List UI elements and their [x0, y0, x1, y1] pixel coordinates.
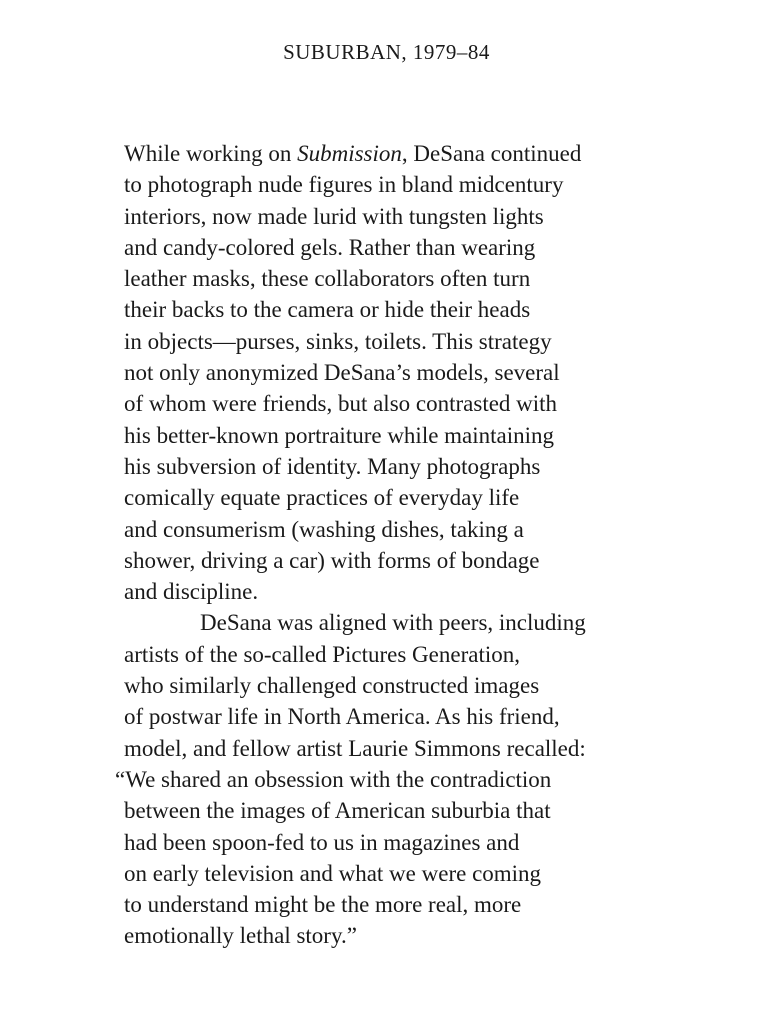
text-line: of postwar life in North America. As his friend,: [124, 704, 560, 730]
text-line: and discipline.: [124, 579, 259, 605]
body-text: [115, 138, 684, 952]
text-line: his better-known portraiture while maintaining: [124, 422, 555, 448]
quote-line: between the images of American suburbia that: [124, 798, 551, 824]
italic-title: Submission: [297, 141, 402, 166]
quote-line: to understand might be the more real, more: [124, 892, 522, 918]
text-line: model, and fellow artist Laurie Simmons recalled:: [124, 735, 586, 761]
text-line: of whom were friends, but also contrasted with: [124, 391, 558, 417]
text-line: in objects—purses, sinks, toilets. This strategy: [124, 328, 552, 354]
text-line: who similarly challenged constructed images: [124, 673, 540, 699]
quote-line: emotionally lethal story.”: [124, 923, 357, 949]
text-line: leather masks, these collaborators often turn: [124, 266, 531, 292]
text-line: to photograph nude figures in bland midcentury: [124, 172, 564, 198]
text-line-end: , DeSana continued: [401, 141, 582, 166]
text-line: shower, driving a car) with forms of bondage: [124, 547, 540, 573]
quote-line: had been spoon-fed to us in magazines and: [124, 829, 520, 855]
text-line: artists of the so-called Pictures Generation,: [124, 641, 520, 667]
text-line: their backs to the camera or hide their heads: [124, 297, 531, 323]
text-line: interiors, now made lurid with tungsten lights: [124, 203, 544, 229]
text-line: comically equate practices of everyday life: [124, 485, 520, 511]
text-line: [124, 138, 684, 169]
text-line: and consumerism (washing dishes, taking a: [124, 516, 524, 542]
quote-line: on early television and what we were coming: [124, 860, 542, 886]
text-line-indented: DeSana was aligned with peers, including: [200, 610, 586, 636]
text-line: his subversion of identity. Many photographs: [124, 453, 541, 479]
text-line: not only anonymized DeSana’s models, several: [124, 360, 560, 386]
section-header: SUBURBAN, 1979–84: [283, 40, 490, 64]
text-line: and candy-colored gels. Rather than wearing: [124, 234, 536, 260]
text-line-start: While working on: [124, 141, 298, 166]
quote-line: “We shared an obsession with the contradiction: [115, 766, 552, 792]
